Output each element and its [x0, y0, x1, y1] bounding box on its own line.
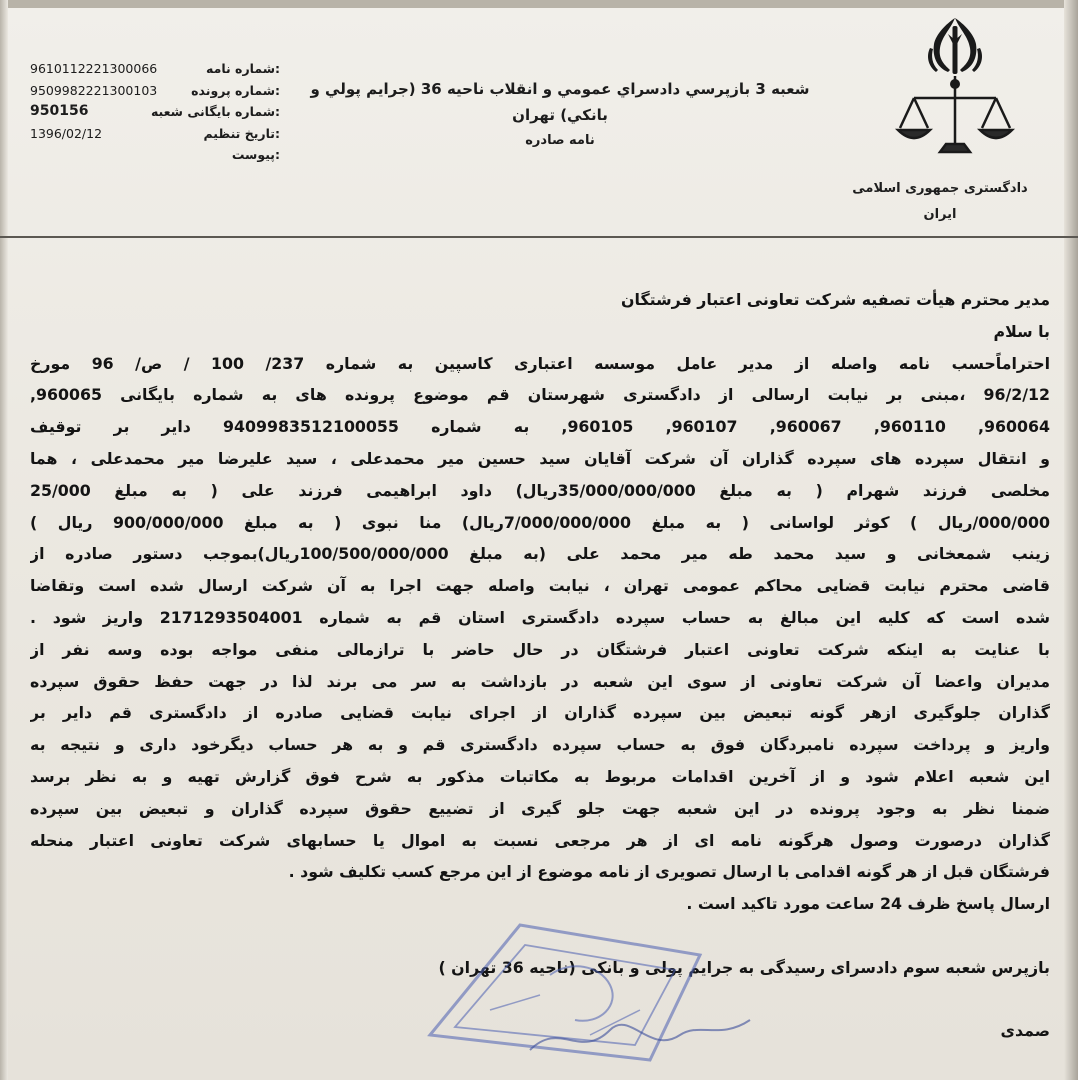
header-divider — [0, 236, 1078, 238]
archive-no-label: :شماره بایگانی شعبه — [150, 104, 280, 119]
body-line: قاضی محترم نیابت قضایی محاکم عمومی تهران ، نیابت واصله جهت اجرا به آن شرکت ارسال شده است وتقاضا — [30, 576, 1050, 596]
body-line: گذاران درصورت وصول هرگونه نامه ای از هر مرجعی نسبت به اموال یا حسابهای شرکت تعاونی اعتبار منحله — [30, 830, 1050, 850]
body-line: ارسال پاسخ ظرف 24 ساعت مورد تاکید است . — [686, 894, 1050, 914]
left-edge — [0, 0, 8, 1080]
body-line: با سلام — [993, 321, 1050, 341]
body-line: شده است که کلیه این مبالغ به حساب سپرده دادگستری استان قم به شماره 2171293504001 واریز شود . — [30, 607, 1050, 627]
body-line: و انتقال سپرده های سپرده گذاران آن شرکت آقایان سید حسین میر محمدعلی ، سید علیرضا میر محمدعلی ، هما — [30, 448, 1050, 468]
letter-type: نامه صادره — [525, 133, 595, 148]
date-value: 1396/02/12 — [30, 125, 103, 141]
top-edge — [0, 0, 1078, 8]
court-name-line2: ایران — [923, 207, 957, 222]
case-no-value: 9509982221300103 — [30, 82, 158, 98]
case-no-label: :شماره پرونده — [191, 82, 280, 98]
branch-title-line1: شعبه 3 بازپرسي دادسراي عمومي و انقلاب ناحيه 36 (جرايم پولي و — [310, 80, 810, 98]
meta-case-no — [30, 80, 280, 102]
body-line: ضمنا نظر به وجود پرونده در این شعبه جهت جلو گیری از تضییع حقوق سپرده گذاران و تبعیض بین سپرده — [30, 798, 1050, 818]
judiciary-emblem-icon — [890, 14, 1020, 174]
body-line: فرشتگان قبل از هر گونه اقدامی با ارسال تصویری از نامه موضوع از این مرجع کسب تکلیف شود . — [288, 862, 1050, 882]
body-line: مدیران واعضا آن شرکت تعاونی از سوی این شعبه در بازداشت به سر می برند لذا در جهت حفظ حقوق سپرده — [30, 671, 1050, 691]
meta-attachment — [30, 144, 280, 166]
signatory-title: بازپرس شعبه سوم دادسرای رسیدگی به جرایم پولی و بانکی (ناحیه 36 تهران ) — [438, 957, 1050, 977]
attachment-label: :پیوست — [231, 147, 280, 162]
body-line: گذاران جلوگیری ازهر گونه تبعیض بین سپرده گذاران از اجرای نیابت قضایی صادره از دادگستری قم دایر بر — [30, 703, 1050, 723]
body-line: مخلصی فرزند شهرام ( به مبلغ 35/000/000/000ریال) داود ابراهیمی فرزند علی ( به مبلغ 25/000 — [30, 480, 1050, 500]
meta-archive-no — [30, 101, 280, 123]
body-line: زینب شمعخانی و سید محمد طه میر محمد علی (به مبلغ 100/500/000/000ریال)بموجب دستور صادره از — [30, 544, 1050, 564]
body-line: این شعبه اعلام شود و از آخرین اقدامات مربوط به مکاتبات مذکور به شرح فوق گزارش تهیه و به نظر برسد — [30, 766, 1050, 786]
body-line: واریز و پرداخت سپرده نامبردگان فوق به حساب سپرده دادگستری قم و به هر حساب دیگرخود داری و نتیجه به — [30, 735, 1050, 755]
court-name — [845, 176, 1035, 228]
branch-title-line2: بانكي) تهران — [512, 106, 608, 124]
letter-no-label: :شماره نامه — [206, 61, 280, 76]
body-line: 96/2/12 ،مبنی بر نیابت ارسالی از دادگستری شهرستان قم موضوع پرونده های به شماره بایگانی 960065, — [30, 385, 1050, 405]
branch-title — [290, 76, 830, 154]
court-name-line1: دادگستری جمهوری اسلامی — [852, 181, 1028, 196]
right-edge — [1064, 0, 1078, 1080]
date-label: :تاریخ تنظیم — [203, 125, 280, 141]
meta-letter-no — [30, 58, 280, 80]
body-line: با عنایت به اینکه شرکت تعاونی اعتبار فرشتگان در حال حاضر با ترازمالی منفی مواجه بوده وسه نفر از — [30, 639, 1050, 659]
body-line: 960064, 960110, 960067, 960107, 960105, به شماره 9409983512100055 دایر بر توقیف — [30, 417, 1050, 437]
meta-date — [30, 123, 280, 145]
letter-metadata — [30, 58, 280, 166]
body-line: مدیر محترم هیأت تصفیه شرکت تعاونی اعتبار فرشتگان — [621, 290, 1050, 309]
letter-no-value: 9610112221300066 — [30, 61, 158, 76]
signature-icon — [520, 1000, 760, 1070]
signatory-name: صمدی — [1000, 1021, 1050, 1041]
archive-no-value: 950156 — [30, 103, 89, 119]
body-line: احتراماًحسب نامه واصله از مدیر عامل موسسه اعتباری کاسپین به شماره 237/ 100 / ص/ 96 مورخ — [30, 353, 1050, 373]
body-line: 000/000/ریال ) کوثر لواسانی ( به مبلغ 7/000/000/000ریال) منا نبوی ( به مبلغ 900/000/000 ریال ) — [30, 512, 1050, 532]
